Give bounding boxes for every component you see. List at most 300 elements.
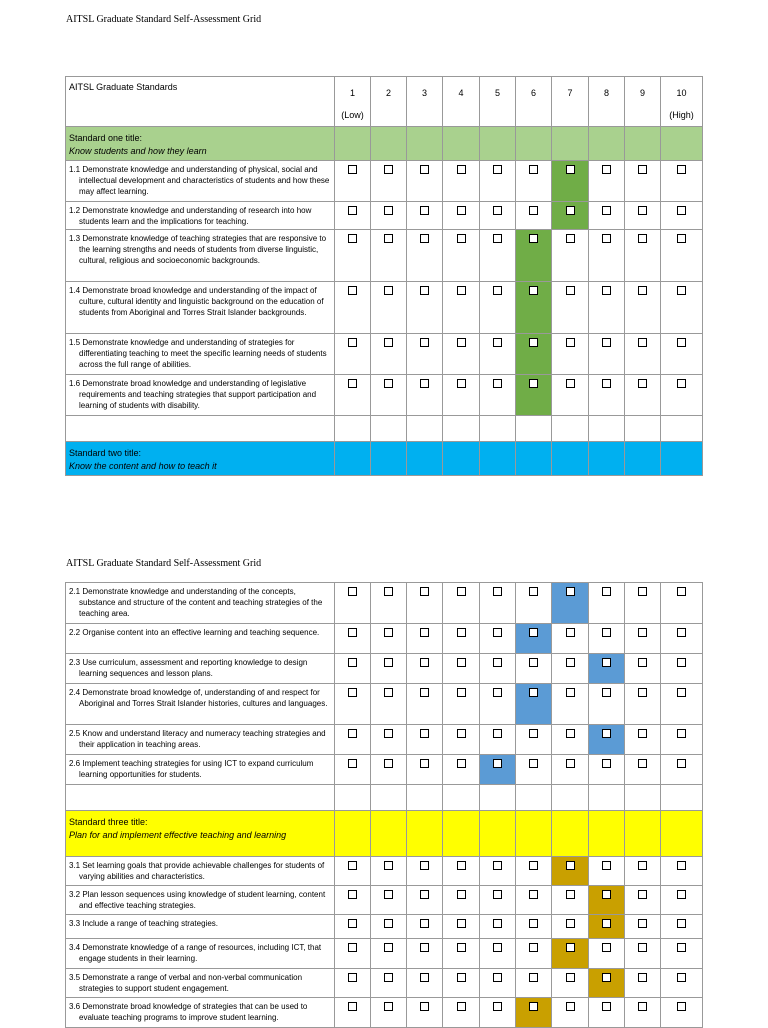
checkbox-icon[interactable] [493,919,502,928]
rating-cell-5[interactable] [480,334,516,375]
rating-cell-5[interactable] [480,654,516,684]
rating-cell-6-selected[interactable] [516,230,552,282]
checkbox-icon[interactable] [638,165,647,174]
checkbox-icon[interactable] [566,379,575,388]
rating-cell-1[interactable] [335,915,371,939]
checkbox-icon[interactable] [457,973,466,982]
rating-cell-3[interactable] [407,755,443,785]
checkbox-icon[interactable] [493,379,502,388]
checkbox-icon[interactable] [384,658,393,667]
checkbox-icon[interactable] [529,286,538,295]
rating-cell-2[interactable] [371,230,407,282]
rating-cell-4[interactable] [443,915,480,939]
rating-cell-8-selected[interactable] [589,725,625,755]
rating-cell-5[interactable] [480,998,516,1028]
checkbox-icon[interactable] [384,1002,393,1011]
rating-cell-5[interactable] [480,202,516,230]
rating-cell-2[interactable] [371,654,407,684]
checkbox-icon[interactable] [457,1002,466,1011]
rating-cell-3[interactable] [407,202,443,230]
checkbox-icon[interactable] [529,919,538,928]
checkbox-icon[interactable] [677,729,686,738]
rating-cell-6-selected[interactable] [516,282,552,334]
checkbox-icon[interactable] [566,338,575,347]
checkbox-icon[interactable] [420,234,429,243]
checkbox-icon[interactable] [529,729,538,738]
checkbox-icon[interactable] [348,861,357,870]
checkbox-icon[interactable] [457,658,466,667]
checkbox-icon[interactable] [677,206,686,215]
checkbox-icon[interactable] [493,729,502,738]
rating-cell-5[interactable] [480,725,516,755]
rating-cell-7[interactable] [552,684,589,725]
checkbox-icon[interactable] [529,688,538,697]
rating-cell-2[interactable] [371,725,407,755]
checkbox-icon[interactable] [677,658,686,667]
rating-cell-6-selected[interactable] [516,684,552,725]
rating-cell-6[interactable] [516,969,552,998]
checkbox-icon[interactable] [384,919,393,928]
rating-cell-7-selected[interactable] [552,583,589,624]
checkbox-icon[interactable] [529,234,538,243]
rating-cell-3[interactable] [407,334,443,375]
rating-cell-6[interactable] [516,725,552,755]
checkbox-icon[interactable] [566,1002,575,1011]
rating-cell-6[interactable] [516,161,552,202]
rating-cell-9[interactable] [625,886,661,915]
checkbox-icon[interactable] [457,890,466,899]
rating-cell-3[interactable] [407,282,443,334]
checkbox-icon[interactable] [638,759,647,768]
rating-cell-10[interactable] [661,684,703,725]
checkbox-icon[interactable] [384,628,393,637]
checkbox-icon[interactable] [457,628,466,637]
checkbox-icon[interactable] [638,688,647,697]
checkbox-icon[interactable] [384,379,393,388]
checkbox-icon[interactable] [677,688,686,697]
checkbox-icon[interactable] [457,688,466,697]
rating-cell-4[interactable] [443,624,480,654]
checkbox-icon[interactable] [529,890,538,899]
checkbox-icon[interactable] [420,286,429,295]
checkbox-icon[interactable] [457,729,466,738]
checkbox-icon[interactable] [493,338,502,347]
rating-cell-7[interactable] [552,969,589,998]
checkbox-icon[interactable] [420,759,429,768]
rating-cell-3[interactable] [407,375,443,416]
rating-cell-5[interactable] [480,939,516,969]
rating-cell-4[interactable] [443,998,480,1028]
checkbox-icon[interactable] [529,587,538,596]
rating-cell-8-selected[interactable] [589,886,625,915]
rating-cell-2[interactable] [371,684,407,725]
checkbox-icon[interactable] [638,919,647,928]
checkbox-icon[interactable] [602,206,611,215]
checkbox-icon[interactable] [493,759,502,768]
checkbox-icon[interactable] [493,943,502,952]
checkbox-icon[interactable] [384,729,393,738]
rating-cell-4[interactable] [443,755,480,785]
rating-cell-5[interactable] [480,857,516,886]
checkbox-icon[interactable] [638,658,647,667]
rating-cell-8[interactable] [589,334,625,375]
checkbox-icon[interactable] [566,286,575,295]
checkbox-icon[interactable] [420,943,429,952]
rating-cell-7[interactable] [552,886,589,915]
checkbox-icon[interactable] [493,587,502,596]
checkbox-icon[interactable] [677,973,686,982]
checkbox-icon[interactable] [638,234,647,243]
checkbox-icon[interactable] [420,919,429,928]
checkbox-icon[interactable] [348,587,357,596]
rating-cell-3[interactable] [407,230,443,282]
rating-cell-3[interactable] [407,939,443,969]
rating-cell-7-selected[interactable] [552,857,589,886]
checkbox-icon[interactable] [602,658,611,667]
checkbox-icon[interactable] [677,919,686,928]
checkbox-icon[interactable] [638,973,647,982]
checkbox-icon[interactable] [420,688,429,697]
checkbox-icon[interactable] [602,890,611,899]
checkbox-icon[interactable] [348,943,357,952]
checkbox-icon[interactable] [602,587,611,596]
rating-cell-10[interactable] [661,654,703,684]
rating-cell-3[interactable] [407,654,443,684]
checkbox-icon[interactable] [457,861,466,870]
rating-cell-2[interactable] [371,755,407,785]
checkbox-icon[interactable] [493,286,502,295]
rating-cell-9[interactable] [625,725,661,755]
rating-cell-8[interactable] [589,375,625,416]
checkbox-icon[interactable] [566,973,575,982]
checkbox-icon[interactable] [420,206,429,215]
checkbox-icon[interactable] [638,587,647,596]
checkbox-icon[interactable] [493,861,502,870]
rating-cell-4[interactable] [443,583,480,624]
checkbox-icon[interactable] [348,759,357,768]
checkbox-icon[interactable] [602,1002,611,1011]
checkbox-icon[interactable] [566,759,575,768]
checkbox-icon[interactable] [566,919,575,928]
checkbox-icon[interactable] [602,234,611,243]
checkbox-icon[interactable] [384,861,393,870]
rating-cell-8[interactable] [589,684,625,725]
rating-cell-3[interactable] [407,886,443,915]
checkbox-icon[interactable] [529,861,538,870]
rating-cell-5[interactable] [480,161,516,202]
checkbox-icon[interactable] [638,861,647,870]
rating-cell-7[interactable] [552,725,589,755]
checkbox-icon[interactable] [384,688,393,697]
rating-cell-7[interactable] [552,375,589,416]
rating-cell-2[interactable] [371,886,407,915]
rating-cell-1[interactable] [335,202,371,230]
rating-cell-2[interactable] [371,998,407,1028]
rating-cell-10[interactable] [661,202,703,230]
rating-cell-4[interactable] [443,886,480,915]
checkbox-icon[interactable] [348,286,357,295]
rating-cell-6[interactable] [516,202,552,230]
rating-cell-4[interactable] [443,334,480,375]
rating-cell-5-selected[interactable] [480,755,516,785]
rating-cell-6[interactable] [516,755,552,785]
checkbox-icon[interactable] [493,628,502,637]
checkbox-icon[interactable] [677,234,686,243]
rating-cell-3[interactable] [407,857,443,886]
checkbox-icon[interactable] [493,890,502,899]
rating-cell-8-selected[interactable] [589,654,625,684]
checkbox-icon[interactable] [493,234,502,243]
checkbox-icon[interactable] [420,890,429,899]
rating-cell-1[interactable] [335,161,371,202]
checkbox-icon[interactable] [420,973,429,982]
checkbox-icon[interactable] [602,919,611,928]
checkbox-icon[interactable] [348,338,357,347]
rating-cell-3[interactable] [407,161,443,202]
rating-cell-5[interactable] [480,684,516,725]
checkbox-icon[interactable] [677,286,686,295]
checkbox-icon[interactable] [457,206,466,215]
rating-cell-10[interactable] [661,998,703,1028]
rating-cell-9[interactable] [625,624,661,654]
checkbox-icon[interactable] [566,943,575,952]
rating-cell-4[interactable] [443,230,480,282]
rating-cell-8-selected[interactable] [589,969,625,998]
checkbox-icon[interactable] [602,729,611,738]
rating-cell-5[interactable] [480,624,516,654]
checkbox-icon[interactable] [602,943,611,952]
checkbox-icon[interactable] [602,688,611,697]
rating-cell-4[interactable] [443,282,480,334]
rating-cell-8[interactable] [589,230,625,282]
checkbox-icon[interactable] [529,206,538,215]
checkbox-icon[interactable] [457,165,466,174]
rating-cell-2[interactable] [371,375,407,416]
rating-cell-7[interactable] [552,755,589,785]
rating-cell-3[interactable] [407,915,443,939]
checkbox-icon[interactable] [566,688,575,697]
rating-cell-9[interactable] [625,969,661,998]
rating-cell-1[interactable] [335,939,371,969]
checkbox-icon[interactable] [384,759,393,768]
checkbox-icon[interactable] [493,206,502,215]
rating-cell-7[interactable] [552,334,589,375]
checkbox-icon[interactable] [457,587,466,596]
checkbox-icon[interactable] [457,379,466,388]
rating-cell-9[interactable] [625,939,661,969]
checkbox-icon[interactable] [348,1002,357,1011]
checkbox-icon[interactable] [602,759,611,768]
rating-cell-1[interactable] [335,998,371,1028]
checkbox-icon[interactable] [602,379,611,388]
rating-cell-4[interactable] [443,969,480,998]
checkbox-icon[interactable] [384,234,393,243]
checkbox-icon[interactable] [602,338,611,347]
rating-cell-3[interactable] [407,624,443,654]
rating-cell-5[interactable] [480,230,516,282]
checkbox-icon[interactable] [638,943,647,952]
rating-cell-7-selected[interactable] [552,939,589,969]
checkbox-icon[interactable] [677,587,686,596]
rating-cell-9[interactable] [625,161,661,202]
rating-cell-1[interactable] [335,624,371,654]
checkbox-icon[interactable] [638,1002,647,1011]
rating-cell-5[interactable] [480,282,516,334]
checkbox-icon[interactable] [420,658,429,667]
checkbox-icon[interactable] [566,587,575,596]
rating-cell-1[interactable] [335,334,371,375]
checkbox-icon[interactable] [493,688,502,697]
checkbox-icon[interactable] [677,338,686,347]
rating-cell-9[interactable] [625,755,661,785]
checkbox-icon[interactable] [602,973,611,982]
rating-cell-3[interactable] [407,998,443,1028]
rating-cell-2[interactable] [371,161,407,202]
checkbox-icon[interactable] [348,206,357,215]
rating-cell-9[interactable] [625,334,661,375]
rating-cell-8[interactable] [589,624,625,654]
checkbox-icon[interactable] [384,338,393,347]
checkbox-icon[interactable] [677,1002,686,1011]
checkbox-icon[interactable] [638,286,647,295]
rating-cell-5[interactable] [480,375,516,416]
rating-cell-5[interactable] [480,886,516,915]
checkbox-icon[interactable] [638,628,647,637]
rating-cell-6[interactable] [516,583,552,624]
rating-cell-2[interactable] [371,969,407,998]
rating-cell-6[interactable] [516,857,552,886]
rating-cell-1[interactable] [335,282,371,334]
rating-cell-7-selected[interactable] [552,161,589,202]
rating-cell-2[interactable] [371,857,407,886]
rating-cell-9[interactable] [625,583,661,624]
rating-cell-1[interactable] [335,886,371,915]
rating-cell-8[interactable] [589,202,625,230]
rating-cell-2[interactable] [371,915,407,939]
checkbox-icon[interactable] [566,729,575,738]
rating-cell-9[interactable] [625,375,661,416]
checkbox-icon[interactable] [420,165,429,174]
rating-cell-10[interactable] [661,755,703,785]
rating-cell-10[interactable] [661,624,703,654]
rating-cell-10[interactable] [661,375,703,416]
checkbox-icon[interactable] [348,919,357,928]
checkbox-icon[interactable] [638,729,647,738]
rating-cell-2[interactable] [371,282,407,334]
rating-cell-8[interactable] [589,998,625,1028]
rating-cell-6-selected[interactable] [516,624,552,654]
checkbox-icon[interactable] [457,338,466,347]
rating-cell-7-selected[interactable] [552,202,589,230]
checkbox-icon[interactable] [677,943,686,952]
checkbox-icon[interactable] [384,943,393,952]
checkbox-icon[interactable] [348,628,357,637]
checkbox-icon[interactable] [384,206,393,215]
checkbox-icon[interactable] [602,628,611,637]
checkbox-icon[interactable] [493,658,502,667]
rating-cell-10[interactable] [661,161,703,202]
rating-cell-9[interactable] [625,282,661,334]
checkbox-icon[interactable] [348,379,357,388]
checkbox-icon[interactable] [420,861,429,870]
rating-cell-4[interactable] [443,725,480,755]
checkbox-icon[interactable] [457,943,466,952]
checkbox-icon[interactable] [677,759,686,768]
checkbox-icon[interactable] [493,1002,502,1011]
rating-cell-5[interactable] [480,583,516,624]
rating-cell-9[interactable] [625,684,661,725]
checkbox-icon[interactable] [602,861,611,870]
rating-cell-9[interactable] [625,998,661,1028]
checkbox-icon[interactable] [566,628,575,637]
checkbox-icon[interactable] [566,861,575,870]
rating-cell-3[interactable] [407,684,443,725]
rating-cell-6-selected[interactable] [516,334,552,375]
checkbox-icon[interactable] [457,286,466,295]
rating-cell-10[interactable] [661,334,703,375]
checkbox-icon[interactable] [638,890,647,899]
rating-cell-9[interactable] [625,202,661,230]
rating-cell-8[interactable] [589,939,625,969]
rating-cell-9[interactable] [625,857,661,886]
rating-cell-7[interactable] [552,998,589,1028]
checkbox-icon[interactable] [566,234,575,243]
rating-cell-3[interactable] [407,969,443,998]
checkbox-icon[interactable] [566,658,575,667]
checkbox-icon[interactable] [602,286,611,295]
checkbox-icon[interactable] [529,338,538,347]
rating-cell-2[interactable] [371,202,407,230]
rating-cell-1[interactable] [335,230,371,282]
rating-cell-3[interactable] [407,725,443,755]
checkbox-icon[interactable] [457,234,466,243]
rating-cell-10[interactable] [661,857,703,886]
rating-cell-10[interactable] [661,230,703,282]
checkbox-icon[interactable] [529,943,538,952]
checkbox-icon[interactable] [638,379,647,388]
checkbox-icon[interactable] [348,658,357,667]
rating-cell-4[interactable] [443,654,480,684]
rating-cell-8[interactable] [589,161,625,202]
rating-cell-6[interactable] [516,886,552,915]
checkbox-icon[interactable] [493,165,502,174]
checkbox-icon[interactable] [457,759,466,768]
checkbox-icon[interactable] [566,206,575,215]
rating-cell-4[interactable] [443,161,480,202]
rating-cell-2[interactable] [371,334,407,375]
rating-cell-4[interactable] [443,375,480,416]
rating-cell-10[interactable] [661,915,703,939]
checkbox-icon[interactable] [529,379,538,388]
rating-cell-1[interactable] [335,654,371,684]
rating-cell-5[interactable] [480,969,516,998]
checkbox-icon[interactable] [493,973,502,982]
rating-cell-1[interactable] [335,725,371,755]
rating-cell-2[interactable] [371,583,407,624]
checkbox-icon[interactable] [348,890,357,899]
rating-cell-4[interactable] [443,857,480,886]
rating-cell-10[interactable] [661,583,703,624]
rating-cell-4[interactable] [443,939,480,969]
checkbox-icon[interactable] [566,890,575,899]
rating-cell-6[interactable] [516,915,552,939]
rating-cell-10[interactable] [661,282,703,334]
rating-cell-8-selected[interactable] [589,915,625,939]
rating-cell-7[interactable] [552,915,589,939]
checkbox-icon[interactable] [348,688,357,697]
checkbox-icon[interactable] [420,628,429,637]
checkbox-icon[interactable] [566,165,575,174]
